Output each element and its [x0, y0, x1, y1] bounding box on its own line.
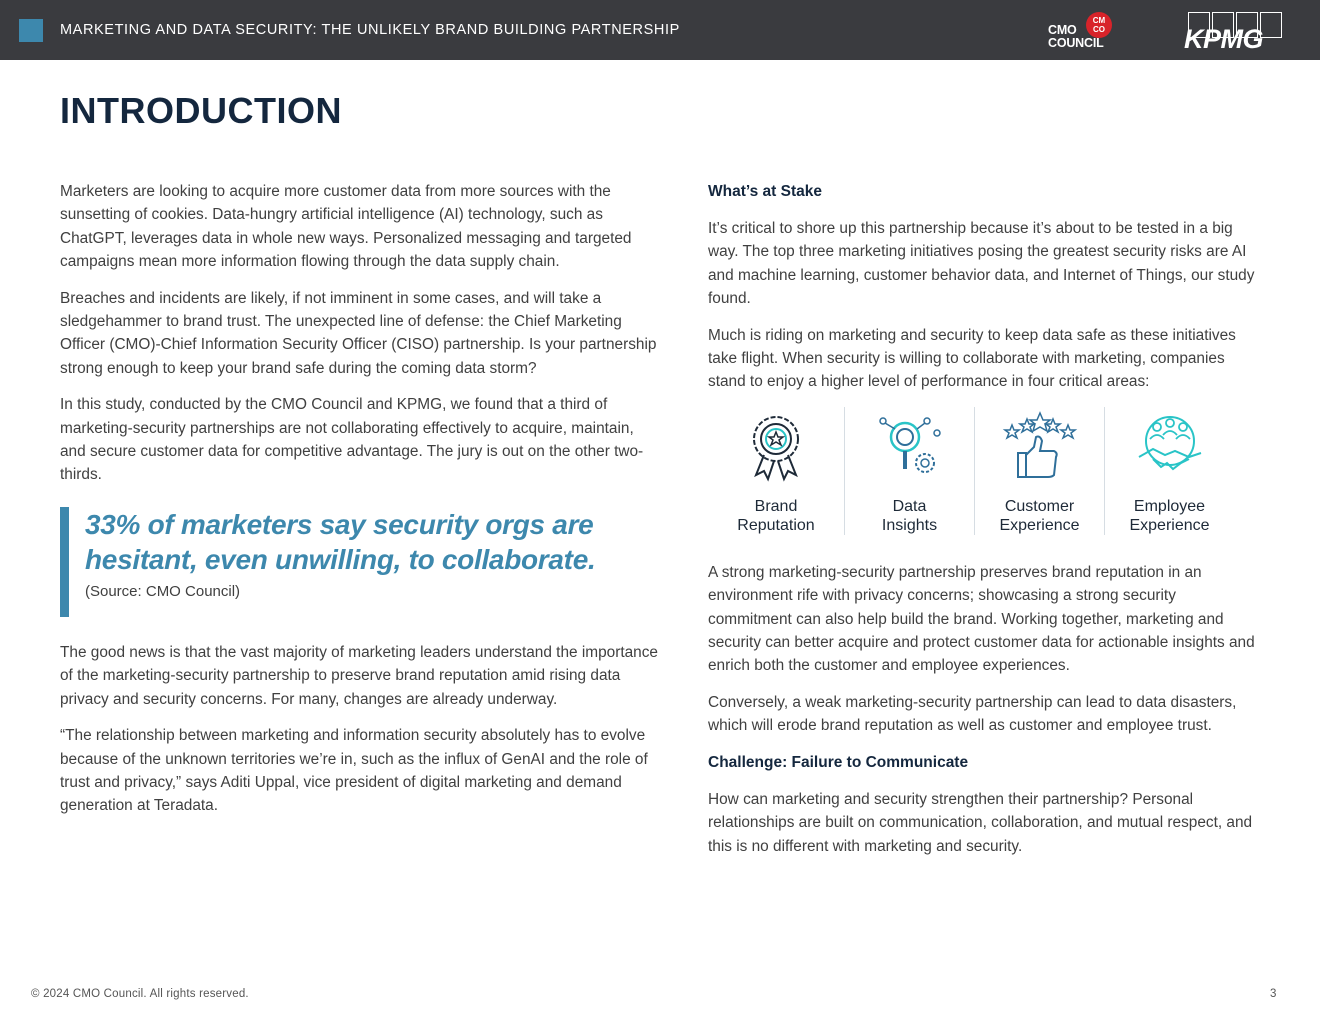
paragraph: Marketers are looking to acquire more customer data from more sources with the sunsetting of cookies. Data-hungry artificial intelligence (AI) technology, such as ChatGPT, leverages data in whole new ways. Personalized messaging and targeted campaigns mean more information flowing through the data supply chain.: [60, 183, 632, 271]
paragraph: Conversely, a weak marketing-security partnership can lead to data disasters, which will erode brand reputation as well as customer and employee trust.: [708, 693, 1237, 735]
paragraph: The good news is that the vast majority of marketing leaders understand the importance of the marketing-security partnership to preserve brand reputation amid rising data privacy and security concerns. For many, changes are already underway.: [60, 643, 658, 708]
cmo-logo-line1: CMO: [1048, 23, 1077, 37]
left-column: [60, 180, 660, 831]
area-label-line2: Experience: [1129, 516, 1210, 534]
kpmg-logo: [1182, 12, 1286, 52]
paragraph: Breaches and incidents are likely, if not imminent in some cases, and will take a sledgehammer to brand trust. The unexpected line of defense: the Chief Marketing Officer (CMO)-Chief Information Security Officer (CISO) partnership. Is your partnership strong enough to keep your brand safe during the coming data storm?: [60, 289, 657, 377]
cmo-logo-line2: COUNCIL: [1048, 36, 1104, 50]
paragraph: A strong marketing-security partnership preserves brand reputation in an environment rife with privacy concerns; showcasing a strong security commitment can also help build the brand. Working together, marketing and security can better acquire and protect customer data for actionable insights and enrich both the customer and employee experiences.: [708, 563, 1255, 675]
pull-quote-source: (Source: CMO Council): [85, 582, 241, 600]
page-number: 3: [1270, 988, 1277, 1000]
area-label-line2: Reputation: [737, 516, 815, 534]
paragraph: It’s critical to shore up this partnership because it’s about to be tested in a big way. The top three marketing initiatives posing the greatest security risks are AI and machine learning, customer behavior data, and Internet of Things, our study found.: [708, 220, 1255, 308]
paragraph: “The relationship between marketing and information security absolutely has to evolve because of the unknown territories we’re in, such as the influx of GenAI and the role of trust and privacy,” says Aditi Uppal, vice president of digital marketing and demand generation at Teradata.: [60, 727, 648, 815]
area-label-line2: Insights: [881, 516, 938, 534]
area-label-line1: Employee: [1133, 497, 1206, 515]
area-employee-experience: [1104, 407, 1234, 535]
area-customer-experience: [974, 407, 1104, 535]
handshake-people-icon: [1135, 411, 1205, 483]
document-title: MARKETING AND DATA SECURITY: THE UNLIKELY BRAND BUILDING PARTNERSHIP: [60, 22, 680, 38]
paragraph: How can marketing and security strengthen their partnership? Personal relationships are built on communication, collaboration, and mutual respect, and this is no different with marketing and security.: [708, 790, 1253, 855]
svg-text:CM: CM: [1092, 16, 1106, 25]
area-data-insights: [844, 407, 974, 535]
award-ribbon-icon: [746, 411, 806, 483]
kpmg-logo-text: KPMG: [1184, 24, 1263, 54]
area-label-line1: Data: [892, 497, 927, 515]
header-accent-square: [19, 19, 43, 42]
header-bar: [0, 0, 1320, 60]
area-brand-reputation: [708, 407, 844, 535]
section-heading: What’s at Stake: [708, 183, 822, 200]
footer-copyright: © 2024 CMO Council. All rights reserved.: [31, 988, 249, 1000]
area-label-line1: Customer: [1004, 497, 1075, 515]
area-label-line2: Experience: [999, 516, 1080, 534]
thumbs-up-stars-icon: [1000, 411, 1080, 483]
right-column: [708, 180, 1258, 871]
area-label-line1: Brand: [754, 497, 798, 515]
paragraph: Much is riding on marketing and security to keep data safe as these initiatives take flight. When security is willing to collaborate with marketing, companies stand to enjoy a higher level of performance in four critical areas:: [708, 326, 1236, 391]
magnifier-gear-icon: [875, 411, 945, 483]
page-heading: INTRODUCTION: [60, 90, 342, 131]
pull-quote: [60, 507, 660, 619]
pull-quote-bar: [60, 507, 69, 617]
section-heading: Challenge: Failure to Communicate: [708, 753, 969, 771]
cmo-council-logo: [1046, 10, 1116, 52]
paragraph: In this study, conducted by the CMO Council and KPMG, we found that a third of marketing-security partnerships are not collaborating effectively to acquire, maintain, and secure customer data for competitive advantage. The jury is out on the other two-thirds.: [60, 396, 644, 484]
critical-areas-row: [708, 407, 1258, 535]
svg-text:CO: CO: [1093, 25, 1105, 34]
pull-quote-text: 33% of marketers say security orgs are hesitant, even unwilling, to collaborate.: [85, 508, 596, 575]
